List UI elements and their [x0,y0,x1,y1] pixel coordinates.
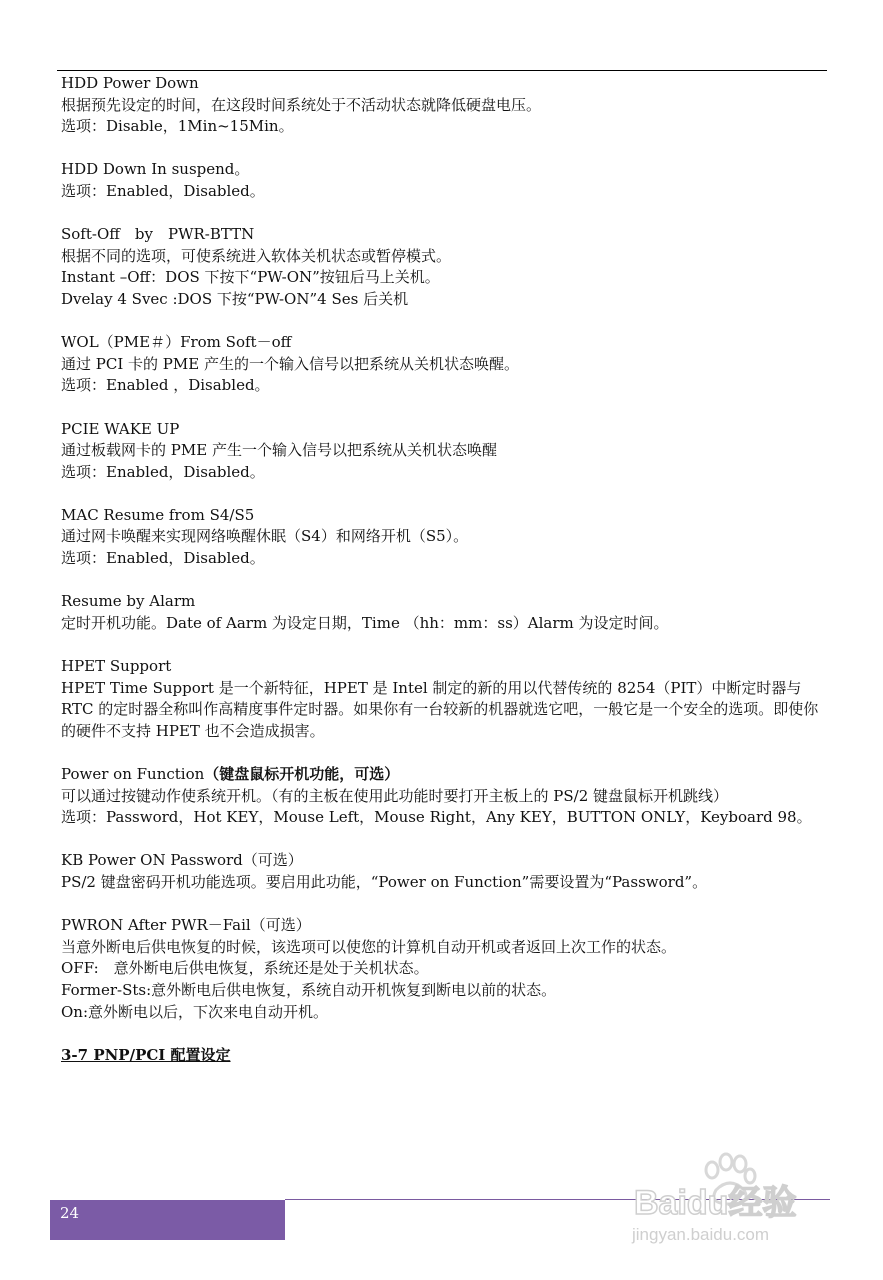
setting-title: HDD Power Down [61,74,199,92]
setting-title: HDD Down In suspend。 [61,160,250,179]
watermark-url: jingyan.baidu.com [632,1225,770,1244]
mac-resume-section [61,505,831,570]
setting-option-detail: Instant –Off：DOS 下按下“PW-ON”按钮后马上关机。 [61,268,440,287]
setting-title: HPET Support [61,657,172,676]
setting-title: Soft-Off by PWR-BTTN [61,225,255,244]
setting-option-detail: OFF: 意外断电后供电恢复，系统还是处于关机状态。 [61,959,429,978]
setting-description: 通过网卡唤醒来实现网络唤醒休眠（S4）和网络开机（S5）。 [61,527,469,546]
section-heading: 3-7 PNP/PCI 配置设定 [61,1045,231,1064]
watermark-brand: Baidu经验 [634,1184,797,1222]
setting-title: WOL（PME＃）From Soft－off [61,333,292,352]
setting-title: PCIE WAKE UP [61,419,180,438]
section-heading-block [61,1045,831,1067]
setting-description: 根据不同的选项，可使系统进入软体关机状态或暂停模式。 [61,246,452,265]
setting-description: 通过 PCI 卡的 PME 产生的一个输入信号以把系统从关机状态唤醒。 [61,354,519,373]
setting-option-detail: Former-Sts:意外断电后供电恢复，系统自动开机恢复到断电以前的状态。 [61,980,557,999]
setting-title: Resume by Alarm [61,592,196,611]
setting-options: 选项：Disable，1Min~15Min。 [61,117,294,136]
pcie-wake-up-section [61,419,831,484]
soft-off-section [61,224,831,310]
setting-title-note: （键盘鼠标开机功能，可选） [204,765,400,783]
page-number: 24 [60,1204,80,1222]
setting-description: HPET Time Support 是一个新特征，HPET 是 Intel 制定的新的用以代替传统的 8254（PIT）中断定时器与 RTC 的定时器全称叫作高精度事件定时器。如果你有一台较新的机器就选它吧，一般它是一个安全的选项。即使你的硬件不支持 HPET 也不会造成损害。 [61,678,819,740]
setting-title-plain: Power on Function [61,765,205,783]
setting-options: 选项：Enabled ，Disabled。 [61,376,270,395]
hpet-support-section [61,656,831,742]
setting-option-detail: On:意外断电以后，下次来电自动开机。 [61,1002,329,1021]
document-body [61,73,831,1088]
setting-title [61,764,831,786]
setting-option-detail: Dvelay 4 Svec :DOS 下按“PW-ON”4 Ses 后关机 [61,289,409,308]
setting-title: PWRON After PWR－Fail（可选） [61,916,311,935]
setting-options: 选项：Enabled，Disabled。 [61,549,265,568]
setting-description: 根据预先设定的时间，在这段时间系统处于不活动状态就降低硬盘电压。 [61,95,542,114]
setting-title: KB Power ON Password（可选） [61,851,303,870]
setting-description: PS/2 键盘密码开机功能选项。要启用此功能，“Power on Function”需要设置为“Password”。 [61,872,708,891]
wol-section [61,332,831,397]
kb-power-on-password-section [61,850,831,893]
power-on-function-section [61,764,831,829]
setting-description: 当意外断电后供电恢复的时候，该选项可以使您的计算机自动开机或者返回上次工作的状态。 [61,937,677,956]
setting-description: 可以通过按键动作使系统开机。（有的主板在使用此功能时要打开主板上的 PS/2 键盘鼠标开机跳线） [61,786,729,805]
header-rule [57,70,827,71]
setting-description: 通过板载网卡的 PME 产生一个输入信号以把系统从关机状态唤醒 [61,441,497,460]
setting-options: 选项：Password，Hot KEY，Mouse Left，Mouse Right，Any KEY，BUTTON ONLY，Keyboard 98。 [61,808,812,827]
setting-description: 定时开机功能。Date of Aarm 为设定日期，Time （hh：mm：ss）Alarm 为设定时间。 [61,613,669,632]
resume-by-alarm-section [61,591,831,634]
setting-options: 选项：Enabled，Disabled。 [61,181,265,200]
hdd-power-down-section [61,73,831,138]
hdd-down-in-suspend-section [61,159,831,202]
setting-title: MAC Resume from S4/S5 [61,505,255,524]
page-number-box [50,1200,285,1240]
setting-options: 选项：Enabled，Disabled。 [61,462,265,481]
baidu-jingyan-watermark [628,1148,833,1248]
pwron-after-pwr-fail-section [61,915,831,1023]
